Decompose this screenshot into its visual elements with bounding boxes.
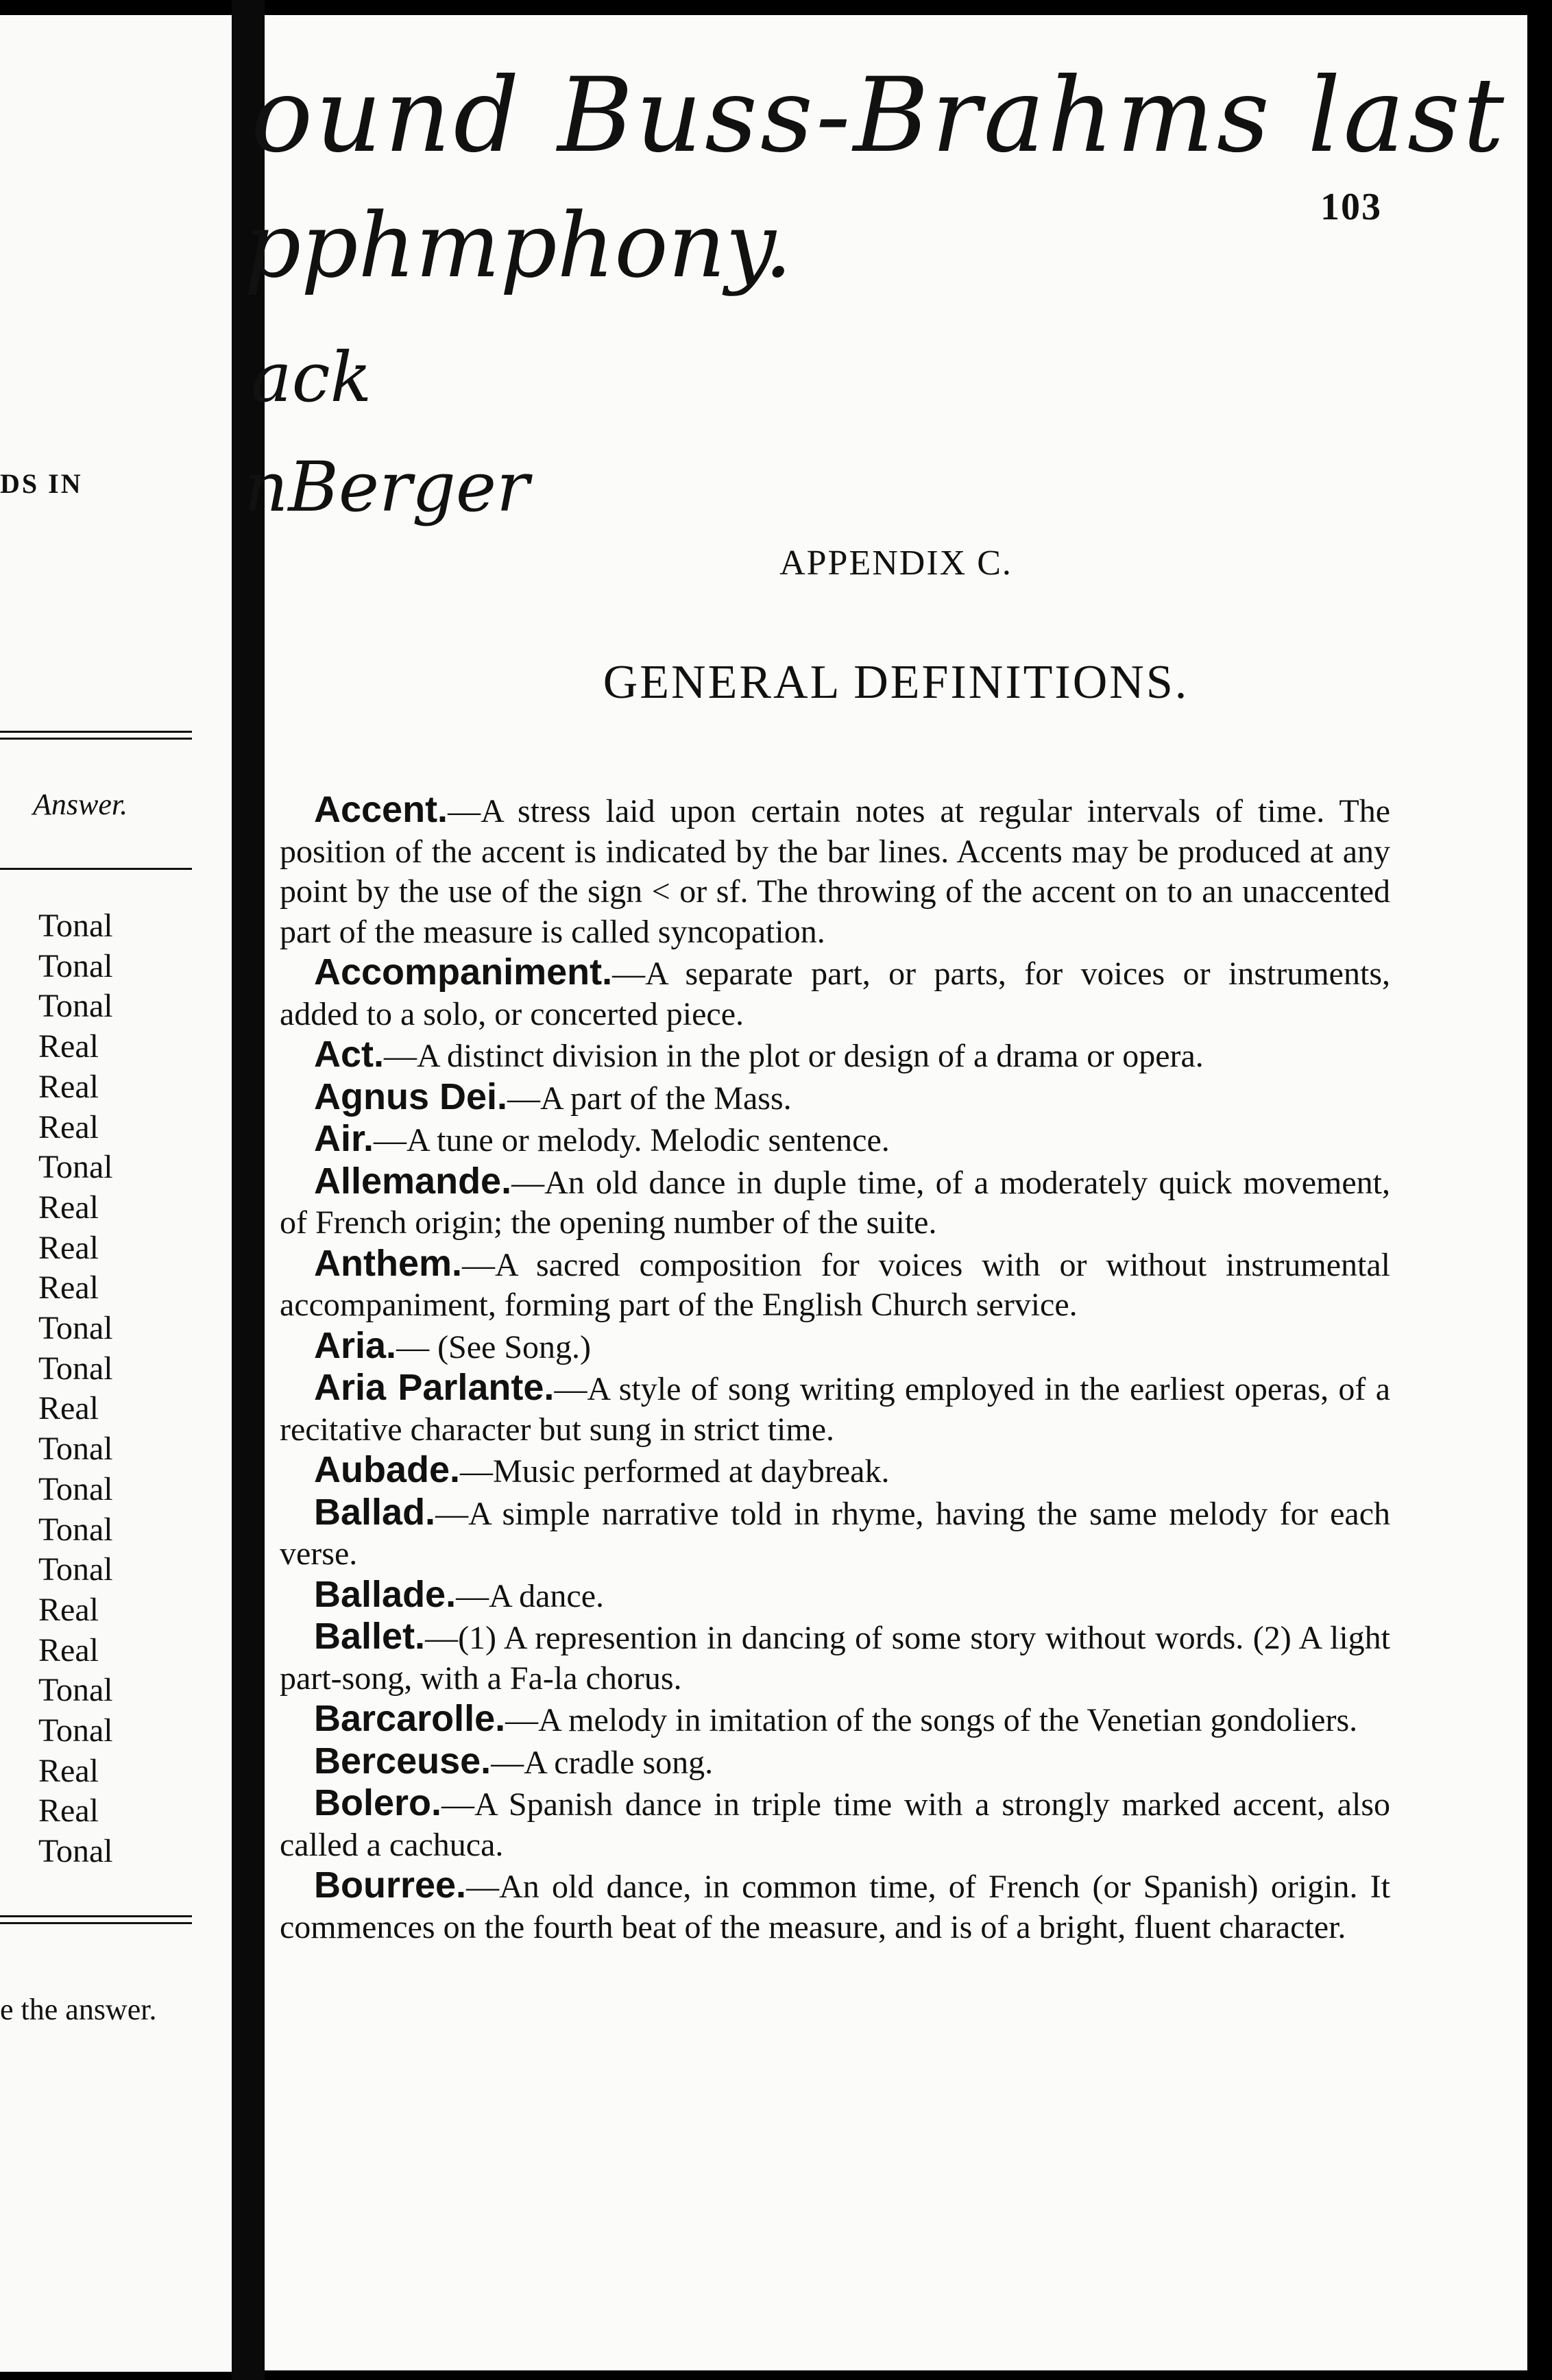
definition-text: — (See Song.)	[396, 1328, 592, 1365]
definition-term: Barcarolle.	[314, 1698, 506, 1739]
definition-text: —(1) A represention in dancing of some story without words. (2) A light part-song, with a Fa-la chorus.	[280, 1620, 1390, 1697]
answer-item: Tonal	[38, 947, 113, 984]
definition-entry	[280, 1077, 1390, 1119]
left-page-footer: e the answer.	[0, 1993, 157, 2026]
answer-item: Real	[38, 1390, 99, 1427]
definition-entry	[280, 1865, 1390, 1947]
answer-item: Real	[38, 1752, 99, 1789]
answer-item: Real	[38, 1793, 99, 1830]
answer-item: Real	[38, 1028, 99, 1065]
definition-term: Aubade.	[314, 1449, 461, 1490]
definition-term: Ballad.	[314, 1491, 436, 1533]
definition-term: Bourree.	[314, 1865, 467, 1906]
definition-text: —A cradle song.	[491, 1744, 714, 1781]
definition-entry	[280, 952, 1390, 1034]
definition-term: Act.	[314, 1034, 385, 1075]
answer-item: Tonal	[38, 908, 113, 944]
answer-item: Tonal	[38, 1310, 113, 1347]
answer-column-header: Answer.	[33, 788, 128, 821]
definition-entry	[280, 1783, 1390, 1865]
definitions-list	[280, 790, 1390, 1947]
left-page	[0, 15, 232, 2372]
definition-text: —A dance.	[456, 1577, 605, 1614]
definition-entry	[280, 1119, 1390, 1161]
answer-item: Real	[38, 1068, 99, 1105]
answer-item: Tonal	[38, 1431, 113, 1468]
scan-border-right	[1527, 0, 1552, 2380]
definition-entry	[280, 1368, 1390, 1450]
answer-list	[38, 906, 113, 1872]
definition-term: Accompaniment.	[314, 951, 613, 993]
definition-entry	[280, 1326, 1390, 1368]
answer-item: Tonal	[38, 1551, 113, 1588]
answer-item: Tonal	[38, 1712, 113, 1749]
definition-text: —A style of song writing employed in the earliest operas, of a recitative character but sung in strict time.	[280, 1371, 1391, 1448]
answer-item: Real	[38, 1270, 99, 1307]
answer-item: Tonal	[38, 1672, 113, 1709]
definition-entry	[280, 1450, 1390, 1492]
left-page-heading: DS IN	[0, 468, 83, 499]
right-page	[244, 15, 1527, 2370]
definition-text: —A simple narrative told in rhyme, having the same melody for each verse.	[280, 1495, 1390, 1572]
definition-entry	[280, 1741, 1390, 1784]
handwritten-note: nBerger	[244, 447, 529, 527]
definition-entry	[280, 1492, 1390, 1575]
answer-item: Real	[38, 1229, 99, 1266]
definition-text: —A sacred composition for voices with or without instrumental accompaniment, forming part of the English Church service.	[280, 1246, 1390, 1323]
divider	[0, 1915, 192, 1917]
definition-term: Allemande.	[314, 1160, 512, 1202]
handwritten-note: ack	[251, 337, 372, 417]
answer-item: Tonal	[38, 1149, 113, 1186]
definition-term: Bolero.	[314, 1782, 442, 1823]
divider	[0, 1922, 192, 1924]
page-number: 103	[1320, 186, 1382, 228]
answer-item: Real	[38, 1108, 99, 1145]
definition-text: —A part of the Mass.	[507, 1080, 792, 1117]
definition-text: —A separate part, or parts, for voices or instruments, added to a solo, or concerted piece.	[280, 956, 1390, 1032]
definition-text: —Music performed at daybreak.	[460, 1453, 890, 1490]
handwritten-note: ound Buss-Brahms last	[251, 56, 1507, 175]
definition-text: —A tune or melody. Melodic sentence.	[374, 1122, 890, 1158]
definition-entry	[280, 1243, 1390, 1326]
definition-text: —A distinct division in the plot or design of a drama or opera.	[384, 1038, 1204, 1074]
definition-entry	[280, 1616, 1390, 1699]
definition-term: Air.	[314, 1118, 374, 1159]
definition-term: Accent.	[314, 789, 448, 830]
divider	[0, 868, 192, 870]
answer-item: Tonal	[38, 1833, 113, 1870]
definition-term: Agnus Dei.	[314, 1076, 508, 1117]
definition-term: Ballet.	[314, 1616, 426, 1657]
definition-text: —An old dance in duple time, of a moderately quick movement, of French origin; the opening number of the suite.	[280, 1164, 1390, 1241]
answer-item: Real	[38, 1189, 99, 1226]
definition-term: Ballade.	[314, 1573, 457, 1615]
definition-entry	[280, 1161, 1390, 1243]
handwritten-note: pphmphony.	[244, 193, 792, 298]
answer-item: Tonal	[38, 1350, 113, 1387]
definition-term: Aria.	[314, 1324, 397, 1366]
definition-term: Berceuse.	[314, 1740, 492, 1782]
definition-text: —A melody in imitation of the songs of the Venetian gondoliers.	[505, 1702, 1358, 1738]
definition-entry	[280, 1034, 1390, 1077]
answer-item: Tonal	[38, 1470, 113, 1507]
definition-term: Aria Parlante.	[314, 1367, 555, 1408]
answer-item: Real	[38, 1631, 99, 1668]
definition-text: —A Spanish dance in triple time with a strongly marked accent, also called a cachuca.	[280, 1786, 1390, 1863]
answer-item: Tonal	[38, 988, 113, 1025]
definition-text: —An old dance, in common time, of French (or Spanish) origin. It commences on the fourth beat of the measure, and is of a bright, fluent character.	[280, 1869, 1390, 1945]
answer-item: Real	[38, 1591, 99, 1628]
definition-entry	[280, 1699, 1390, 1741]
appendix-heading: APPENDIX C.	[779, 544, 1013, 583]
page-title: GENERAL DEFINITIONS.	[603, 656, 1189, 709]
divider	[0, 731, 192, 733]
divider	[0, 738, 192, 740]
definition-entry	[280, 1575, 1390, 1617]
definition-term: Anthem.	[314, 1242, 462, 1284]
definition-text: —A stress laid upon certain notes at regular intervals of time. The position of the accent is indicated by the bar lines. Accents may be produced at any point by the use of the sign < or sf. The throwing of the accent on to an unaccented part of the measure is called syncopation.	[280, 793, 1390, 950]
definition-entry	[280, 790, 1390, 952]
answer-item: Tonal	[38, 1511, 113, 1548]
